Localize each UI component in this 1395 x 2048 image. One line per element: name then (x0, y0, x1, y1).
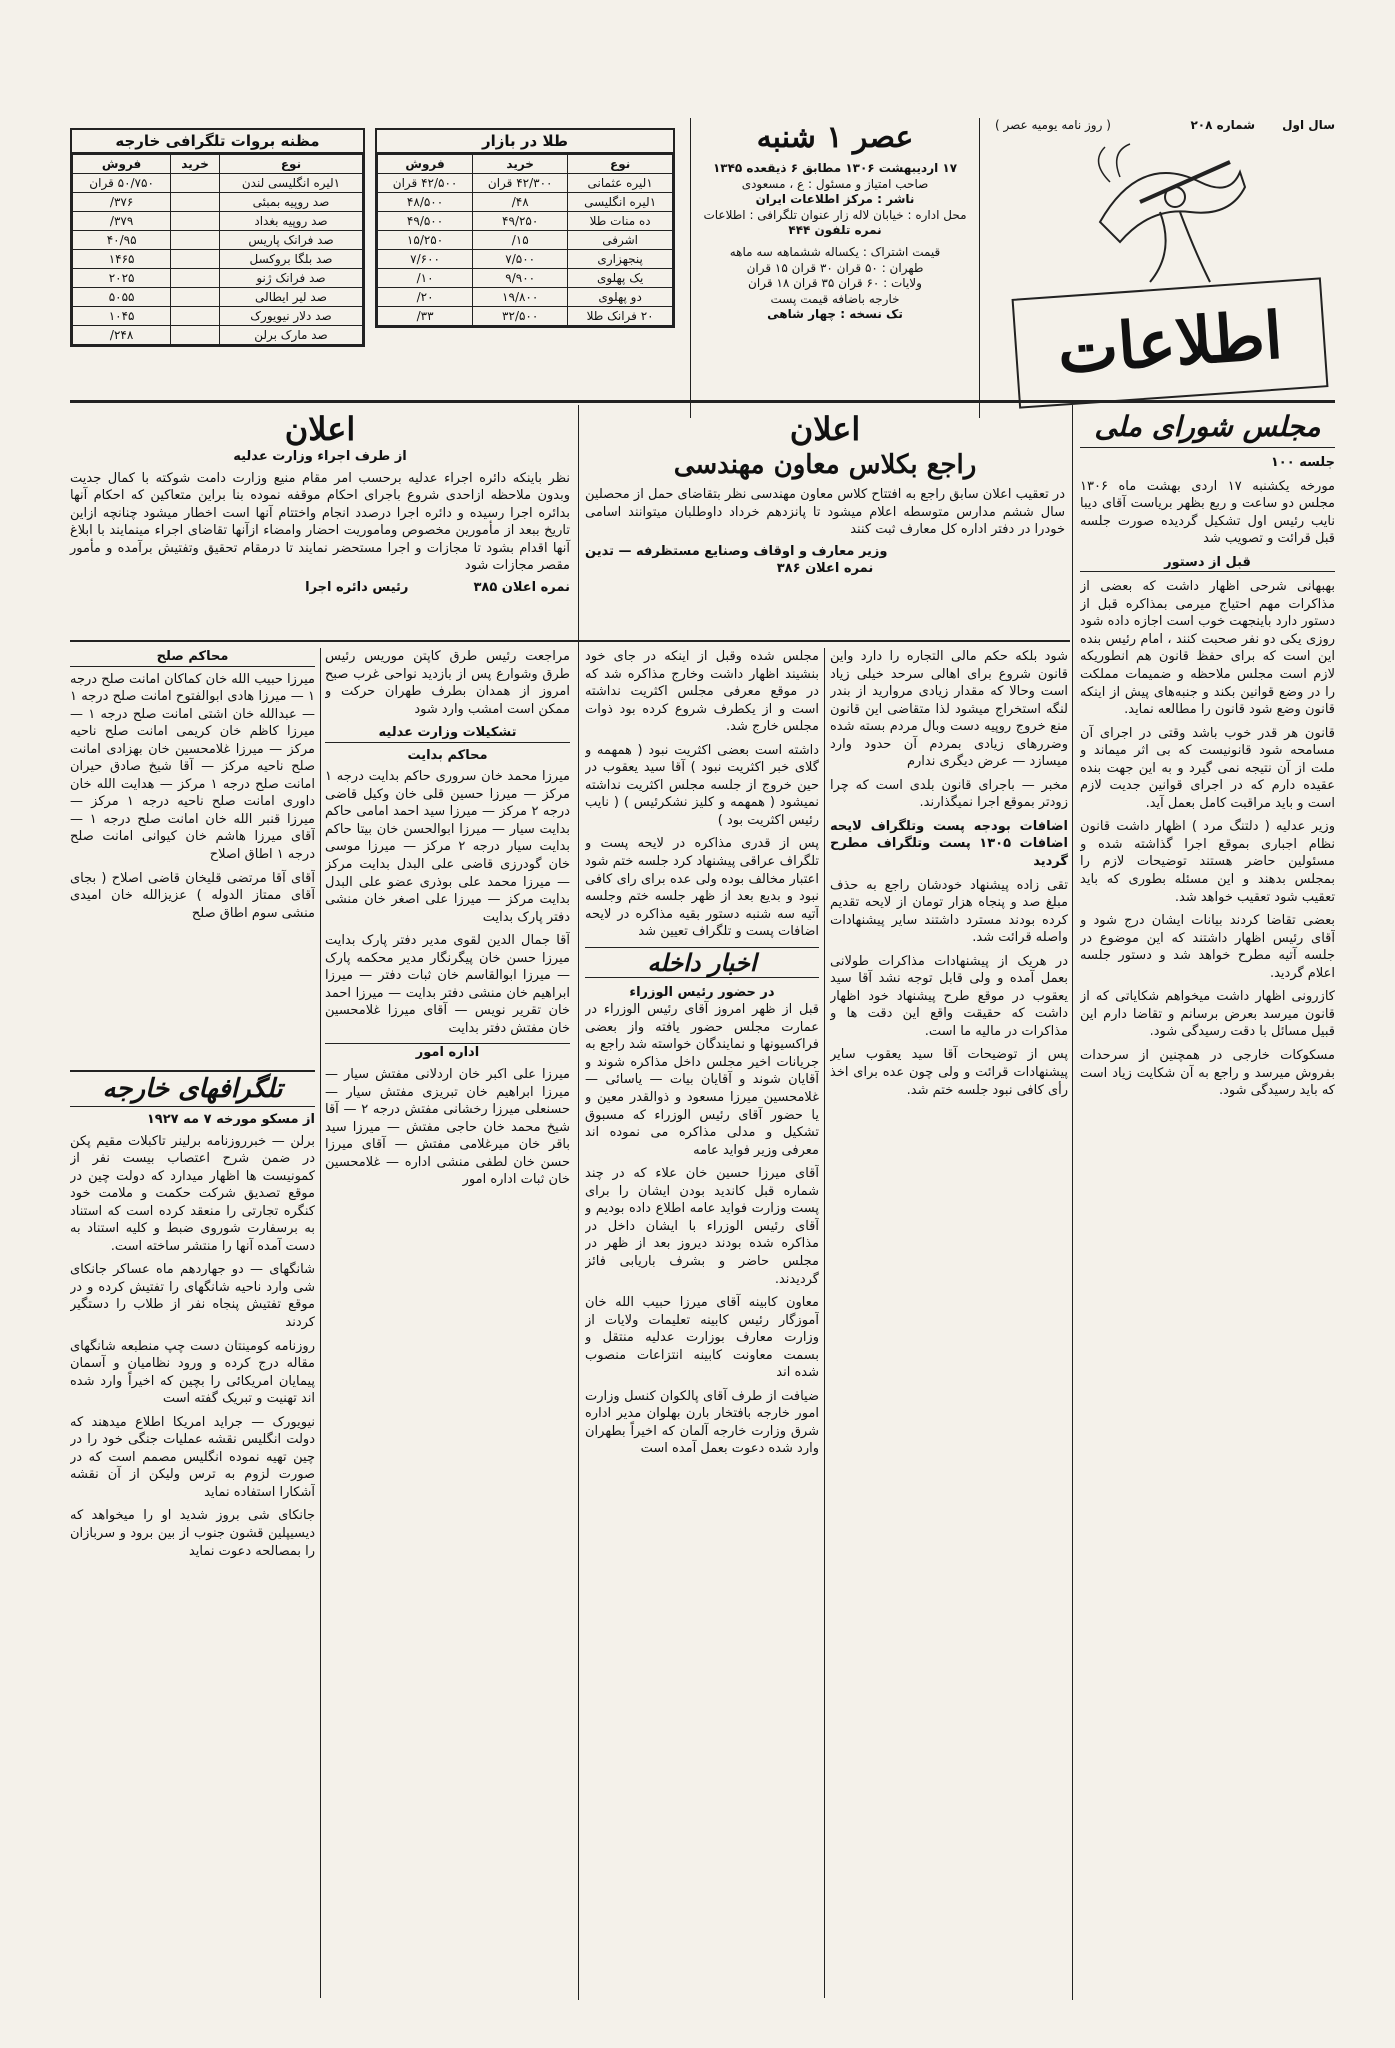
table-cell (171, 326, 220, 345)
table-cell (171, 212, 220, 231)
article-paragraph: آقای میرزا حسین خان علاء که در چند شماره قبل کاندید بودن ایشان را برای پست وزارت فواید عامه اطلاع داده بودیم و آقای رئیس الوزراء با ایشان داخل در مذاکره شده بودند دیروز بعد از ظهر در مجلس حاضر و بشرف باریابی فائز گردیدند. (585, 1166, 819, 1287)
table-cell: ۴۹/۵۰۰ (378, 212, 473, 231)
article-paragraph: آقا جمال الدین لقوی مدیر دفتر پارک بدایت میرزا حسن خان پیگرنگار مدیر محکمه پارک — میرزا ابوالقاسم خان ثبات دفتر — میرزا ابراهیم خان منشی دفتر بدایت — میرزا احمد خان تقریر نویس — آقای میرزا غلامحسین خان مفتش دفتر بدایت (325, 933, 570, 1036)
table-cell: پنجهزاری (568, 250, 673, 269)
table-cell: صد مارک برلن (219, 326, 362, 345)
table-cell: ده منات طلا (568, 212, 673, 231)
court-title: محاکم بدایت (407, 747, 488, 763)
ad-signature: وزیر معارف و اوقاف وصنایع مستظرفه — تدین (585, 543, 888, 559)
news-subtitle: در حضور رئیس الوزراء (629, 984, 775, 1000)
table-cell: ۱۴۶۵ (73, 250, 171, 269)
table-row (73, 250, 363, 269)
table-cell: صد دلار نیویورک (219, 307, 362, 326)
article-paragraph: اضافات بودجه پست وتلگراف لایحه اضافات ۱۳۰۵ پست وتلگراف مطرح گردید (830, 818, 1068, 870)
article-paragraph: میرزا محمد خان سروری حاکم بدایت درجه ۱ مرکز — میرزا حسین قلی خان وکیل قاضی درجه ۲ مرکز — میرزا سید احمد امامی حاکم بدایت سیار — میرزا ابوالحسن خان بیتا حاکم بدایت سیار درجه ۲ مرکز — میرزا موسی خان گودرزی قاضی علی البدل بدایت مرکز — میرزا محمد علی بوذری عضو علی البدل بدایت مرکز — میرزا علی اصغر خان منشی دفتر پارک بدایت (325, 769, 570, 925)
column-divider (824, 648, 825, 1998)
table-cell: ۲۰/ (378, 288, 473, 307)
majlis-session: جلسه ۱۰۰ (1270, 455, 1335, 470)
table-cell: ۱۰۴۵ (73, 307, 171, 326)
section-divider (70, 640, 1070, 642)
table-cell (171, 174, 220, 193)
logo-area (995, 118, 1335, 418)
article-paragraph: روزنامه کومینتان دست چپ منطبعه شانگهای مقاله درج کرده و ورود نظامیان و آسمان پیمایان امریکائی را بچین که اخیراً وارد شده اند تهنیت و تبریک گفته است (70, 1338, 315, 1407)
majlis-paragraph: کازرونی اظهار داشت میخواهم شکایاتی که از قانون میرسد بعرض برسانم و تقاضا دارم این قبیل مسائل با دقت رسیدگی شود. (1080, 989, 1335, 1040)
table-cell: ۱۵/ (473, 231, 568, 250)
ad-signature: رئیس دائره اجرا (305, 579, 409, 595)
ad-title: اعلان (284, 410, 356, 448)
article-paragraph: نیویورک — جراید امریکا اطلاع میدهند که دولت انگلیس نقشه عملیات جنگی خود را در چین تهیه نموده انگلیس مصمم است که در صورت لزوم به ترس ولیکن از آن نقشه آشکارا استفاده نماید (70, 1414, 315, 1500)
table-cell: یک پهلوی (568, 269, 673, 288)
logo-text: اطلاعات (1055, 297, 1285, 389)
admin-title: اداره امور (325, 1043, 570, 1062)
provinces-price: ولایات : ۶۰ قران ۳۵ قران ۱۸ قران (748, 276, 922, 291)
table-row (378, 231, 673, 250)
table-cell: ۴۰/۹۵ (73, 231, 171, 250)
daily-label: ( روز نامه یومیه عصر ) (995, 118, 1111, 132)
road-news: مراجعت رئیس طرق کاپتن موریس رئیس طرق وشوارع پس از بازدید نواحی غرب صبح امروز از همدان بطرف طهران حرکت و ممکن است امشب وارد شود (325, 649, 570, 717)
table-cell: ۴۲/۳۰۰ قران (473, 174, 568, 193)
majlis-paragraph: قانون هر قدر خوب باشد وقتی در اجرای آن مسامحه شود قانونیست که بی اثر میماند و ملت از آن نتیجه نمی گیرد و به این جهت بنده عقیده دارم که در اجرای قوانین جدیت لازم است و باید مراقبت کامل بعمل آید. (1080, 725, 1335, 811)
ad-body: نظر باینکه دائره اجراء عدلیه برحسب امر مقام منیع وزارت دامت شوکته با کمال جدیت وبدون ملاحظه ازاحدی شروع باجرای احکام موقفه نموده بنا براین متعاکین که احکام آنها بدائره اجرا رسیده و دائره اجرا درصدد انجام واختتام آنها است اخطار میشود چنانچه ازاین تاریخ ببعد از مأمورین مخصوص وماموریت احضار وامضاء ازآنها تقاضای اجراء مینمایند با ابلاغ آنها اقدام بشود تا مجازات و اجرا مستحضر نمایند تا درمقام تحقیق وتفتیش برآمده و مأمور مقصر مجازات شود (70, 470, 570, 574)
fx-col-buy: خرید (171, 155, 220, 174)
column-divider (320, 648, 321, 1998)
engineering-ad (585, 410, 1065, 625)
gold-table (377, 154, 673, 326)
table-cell (171, 250, 220, 269)
publisher-line: ناشر : مرکز اطلاعات ایران (755, 192, 915, 207)
table-cell: ۴۸/۵۰۰ (378, 193, 473, 212)
majlis-paragraph: بعضی تقاضا کردند بیانات ایشان درج شود و آقای رئیس اظهار داشتند که این موضوع در جلسه آتیه مطرح خواهد شد و دستور جلسه اعلام گردید. (1080, 913, 1335, 981)
table-row (73, 288, 363, 307)
article-paragraph: برلن — خبرروزنامه برلینر تاکبلات مقیم پکن در ضمن شرح اعتصاب بیست نفر از کمونیست ها اظهار میدارد که دولت چین در موقع تصدیق شرکت حکمت و ملامت خود کنگره تجارتی را منعقد کرده است که استناد به برسفارت شوروی ضبط و کلیه استناد به دست آمده آنها را منتشر ساخته است. (70, 1133, 315, 1254)
gold-col-sell: فروش (378, 155, 473, 174)
table-row (73, 193, 363, 212)
issue-label: شماره ۲۰۸ (1190, 118, 1255, 132)
fx-col-type: نوع (219, 155, 362, 174)
majlis-column (1080, 410, 1335, 2000)
table-row (378, 288, 673, 307)
gold-col-type: نوع (568, 155, 673, 174)
table-cell: صد فرانک پاریس (219, 231, 362, 250)
article-paragraph: شود بلکه حکم مالی التجاره را دارد واین قانون شروع برای اهالی سرحد خیلی زیاد است وحالا که مقدار زیادی مروارید از بندر لنگه استخراج میشود لذا متقاضی این قانون منع خروج روپیه دست وبال مردم بسته شده وضررهای زیادی بمردم آن حدود وارد میسازد — عرض دیگری ندارم (830, 649, 1068, 770)
table-cell (171, 307, 220, 326)
herald-angel-icon (1080, 142, 1250, 292)
news-col (585, 648, 819, 1998)
table-row (73, 269, 363, 288)
courts-col (70, 648, 315, 1068)
fx-rates-box (70, 128, 365, 347)
majlis-intro: مورخه یکشنبه ۱۷ اردی بهشت ماه ۱۳۰۶ مجلس دو ساعت و ربع بظهر بریاست آقای دیبا نایب رئیس اول تشکیل گردیده صورت جلسه قبل قرائت و تصویب شد (1080, 478, 1335, 547)
fx-table (72, 154, 363, 345)
majlis-paragraph: مسکوکات خارجی در همچنین از سرحدات بفروش میرسد و راجع به آن شکایت زیاد است که باید رسیدگی شود. (1080, 1047, 1335, 1099)
article-paragraph: در هریک از پیشنهادات مذاکرات طولانی بعمل آمده و ولی قابل توجه نشد آقا سید یعقوب در موقع طرح پیشنهاد خود اظهار داشت که حقیقت واقع این دقت ها و مذاکرات در مالیه ما است. (830, 953, 1068, 1039)
majlis-agenda: قبل از دستور (1080, 554, 1335, 573)
article-paragraph: داشته است بعضی اکثریت نبود ( همهمه و گلای خبر اکثریت نبود ) آقا سید یعقوب در حین خروج از جلسه مجلس اکثریت نداشته نمیشود ( همهمه و کلیز نشکرئیس ) ( نایب رئیس اکثریت بود ) (585, 742, 819, 828)
article-paragraph: آقای آقا مرتضی قلیخان قاضی اصلاح ( بجای آقای ممتاز الدوله ) عزیزالله خان امیدی منشی سوم اطاق صلح (70, 870, 315, 921)
table-row (73, 307, 363, 326)
gold-table-title: طلا در بازار (377, 130, 673, 154)
article-paragraph: میرزا علی اکبر خان اردلانی مفتش سیار — میرزا ابراهیم خان تبریزی مفتش سیار — حسنعلی میرزا رخشانی مفتش درجه ۲ — آقا شیخ محمد خان حاجی مفتش — میرزا سید باقر خان میرغلامی مفتش — آقای میرزا حسن خان لطفی منشی اداره — غلامحسین خان ثبات اداره امور (325, 1067, 570, 1188)
column-divider (578, 405, 579, 2000)
table-cell: ۱لیره عثمانی (568, 174, 673, 193)
address-line: محل اداره : خیابان لاله زار عنوان تلگرافی : اطلاعات (703, 207, 967, 222)
table-cell: ۷/۶۰۰ (378, 250, 473, 269)
article-paragraph: مخبر — باجرای قانون بلدی است که چرا زودتر بموقع اجرا نمیگذارند. (830, 777, 1068, 811)
day-title: عصر ۱ شنبه (756, 120, 914, 155)
article-paragraph: میرزا حبیب الله خان کماکان امانت صلح درجه ۱ — میرزا هادی ابوالفتوح امانت صلح درجه ۱ — عبدالله خان اشتی امانت صلح درجه ۱ — میرزا کاظم خان کریمی امانت صلح ناحیه مرکز — میرزا غلامحسین خان بهزادی امانت صلح ناحیه مرکز — آقا شیخ صادق حیران امانت صلح درجه ۱ مرکز — هدایت الله خان داوری امانت صلح ناحیه درجه ۱ مرکز — میرزا قنبر الله خان امانت صلح درجه ۱ — آقای میرزا هاشم خان کیوانی امانت صلح درجه ۱ اطاق اصلاح (70, 671, 315, 863)
article-paragraph: جانکای شی بروز شدید او را میخواهد که دیسیپلین قشون جنوب از بین برود و سربازان را بمصالحه دعوت نماید (70, 1508, 315, 1559)
table-cell: صد فرانک ژنو (219, 269, 362, 288)
table-row (378, 212, 673, 231)
foreign-title: تلگرافهای خارجه (70, 1070, 315, 1107)
article-paragraph: معاون کابینه آقای میرزا حبیب الله خان آموزگار رئیس کابینه تعلیمات ولایات از وزارت معارف بوزارت عدلیه منتقل و بسمت معاونت کابینه انتزاعات منصوب شده اند (585, 1295, 819, 1381)
table-cell: ۱۹/۸۰۰ (473, 288, 568, 307)
table-row (378, 193, 673, 212)
table-row (73, 231, 363, 250)
table-cell: ۱لیره انگلیسی (568, 193, 673, 212)
table-row (73, 326, 363, 345)
ad-number: نمره اعلان ۳۸۶ (776, 561, 874, 577)
table-cell (171, 193, 220, 212)
masthead (70, 118, 1335, 418)
table-cell: ۴۹/۲۵۰ (473, 212, 568, 231)
single-price: تک نسخه : چهار شاهی (767, 307, 903, 322)
table-cell: ۲۰۲۵ (73, 269, 171, 288)
fx-table-title: مظنه بروات تلگرافی خارجه (72, 130, 363, 154)
article-paragraph: مجلس شده وقبل از اینکه در جای خود بنشیند اظهار داشت وخارج مذاکره شد که در موقع معرفی مجلس اکثریت نداشته است و از یکطرف شروع کرده بود ذوات مجلس خارج شد. (585, 649, 819, 735)
table-cell: ۵۰/۷۵۰ قران (73, 174, 171, 193)
ad-body: در تعقیب اعلان سابق راجع به افتتاح کلاس معاون مهندسی نظر بتقاضای حمل از محصلین سال ششم مدارس متوسطه اعلام میشود تا پانزدهم خرداد داوطلبان میتوانند اسامی خودرا در دفتر اداره کل معارف ثبت کنند (585, 487, 1065, 538)
manager-line: صاحب امتیاز و مسئول : ع ، مسعودی (741, 176, 929, 191)
justice-ad (70, 410, 570, 635)
article-paragraph: پس از توضیحات آقا سید یعقوب سایر پیشنهادات قرائت و ولی چون عده برای اخذ رأی کافی نبود جلسه ختم شد. (830, 1047, 1068, 1098)
issue-info (690, 118, 980, 418)
gold-price-box (375, 128, 675, 328)
majlis-paragraph: بهبهانی شرحی اظهار داشت که بعضی از مذاکرات مهم احتیاج میرمی بمذاکره قبل از دستور دارد باینجهت خوب است اجازه داده شود روزی یکی دو نفر صحبت کنند ، امام رئیس بنده این است که برای حفظ قانون هم انطوریکه لازم است مجلس ملاحظه و ضمیمات مملکت را در وضع قوانین بکند و جنبه‌های پیش از اینکه قانون وضع شود قانون را مطالعه نماید. (1080, 579, 1335, 718)
abroad-price: خارجه باضافه قیمت پست (770, 291, 900, 306)
tehran-price: طهران : ۵۰ قران ۳۰ قران ۱۵ قران (746, 260, 924, 275)
ad-title: اعلان (789, 410, 861, 448)
table-cell (171, 269, 220, 288)
table-cell: ۳۲/۵۰۰ (473, 307, 568, 326)
table-cell (171, 231, 220, 250)
table-cell: دو پهلوی (568, 288, 673, 307)
year-label: سال اول (1282, 118, 1335, 132)
article-paragraph: شانگهای — دو جهاردهم ماه عساکر جانکای شی وارد ناحیه شانگهای را تفتیش کرده و در موقع تفتیش پنجاه نفر از طلاب را دستگیر کردند (70, 1262, 315, 1331)
table-cell: ۷/۵۰۰ (473, 250, 568, 269)
table-row (378, 307, 673, 326)
majlis-continued-col (830, 648, 1068, 1998)
domestic-news-title: اخبار داخله (585, 947, 819, 978)
subscription-title: قیمت اشتراک : یکساله ششماهه سه ماهه (729, 244, 941, 259)
table-cell: صد روپیه بمبئی (219, 193, 362, 212)
majlis-title: مجلس شورای ملی (1080, 410, 1335, 448)
article-paragraph: ضیافت از طرف آقای پالکوان کنسل وزارت امور خارجه بافتخار بارن بهلوان مدیر اداره شرق وزارت خارجه آلمان که اخیراً بطهران وارد شده دعوت بعمل آمده است (585, 1388, 819, 1457)
table-row (378, 174, 673, 193)
majlis-paragraph: وزیر عدلیه ( دلتنگ مرد ) اظهار داشت قانون نظام اجباری بموقع اجرا گذاشته شده و مسئولین حاضر هستند توضیحات لازم را بمجلس بدهند و این مسئله بطوری که باید تعقیب شود تعقیب خواهد شد. (1080, 819, 1335, 905)
table-cell (171, 288, 220, 307)
table-cell: ۲۴۸/ (73, 326, 171, 345)
table-cell: ۴۸/ (473, 193, 568, 212)
table-cell: ۳۷۶/ (73, 193, 171, 212)
article-paragraph: پس از قدری مذاکره در لایحه پست و تلگراف عراقی پیشنهاد کرد جلسه ختم شود اعتبار مخالف بوده ولی عده برای رای کافی نبود و بدیع بعد از ظهر جلسه ختم وجلسه آتیه سه شنبه دستور بقیه مذاکره در لایحه اضافات پست و تلگراف تعیین شد (585, 836, 819, 940)
org-title: تشکیلات وزارت عدلیه (325, 724, 570, 743)
ad-number: نمره اعلان ۳۸۵ (473, 579, 570, 595)
table-row (378, 250, 673, 269)
ad-subtitle: راجع بکلاس معاون مهندسی (673, 450, 977, 480)
table-cell: ۳۷۹/ (73, 212, 171, 231)
fx-col-sell: فروش (73, 155, 171, 174)
table-cell: صد روپیه بغداد (219, 212, 362, 231)
newspaper-logo (1012, 277, 1329, 408)
table-row (73, 212, 363, 231)
masthead-divider (70, 400, 1335, 403)
gold-col-buy: خرید (473, 155, 568, 174)
table-cell: صد لیر ایطالی (219, 288, 362, 307)
table-cell: ۲۰ فرانک طلا (568, 307, 673, 326)
courts-title: محاکم صلح (70, 648, 315, 667)
foreign-telegrams (70, 1070, 315, 2000)
table-row (378, 269, 673, 288)
article-paragraph: قبل از ظهر امروز آقای رئیس الوزراء در عمارت مجلس حضور یافته واز بعضی فراکسیونها و نمایندگان خواسته شد راجع به جریانات اخیر مجلس داخل مذاکره شوند و آقایان شوند و آقایان بیات — یاسائی — غلامحسین میرزا مسعود و ذوالقدر معین و یا حضور آقای رئیس الوزراء که مسبوق تشکیل و مدلی مذاکره می نموده اند معرفی وزیر فواید عامه (585, 1002, 819, 1158)
article-paragraph: تقی زاده پیشنهاد خودشان راجع به حذف مبلغ صد و پنجاه هزار تومان از لایحه تقدیم کرده بودند مسترد داشتند سایر پیشنهادات واصله قرائت شد. (830, 877, 1068, 946)
table-cell: ۹/۹۰۰ (473, 269, 568, 288)
column-divider (1072, 405, 1073, 2000)
table-cell: اشرفی (568, 231, 673, 250)
table-cell: ۵۰۵۵ (73, 288, 171, 307)
foreign-date: از مسکو مورخه ۷ مه ۱۹۲۷ (146, 1112, 315, 1127)
table-cell: صد بلگا بروکسل (219, 250, 362, 269)
phone-line: نمره تلفون ۴۴۴ (788, 223, 882, 238)
ad-subtitle: از طرف اجراء وزارت عدلیه (233, 449, 407, 464)
table-row (73, 174, 363, 193)
table-cell: ۱لیره انگلیسی لندن (219, 174, 362, 193)
date-line: ۱۷ اردیبهشت ۱۳۰۶ مطابق ۶ ذیقعده ۱۳۴۵ (712, 161, 958, 175)
table-cell: ۱۵/۲۵۰ (378, 231, 473, 250)
appointments-col (325, 648, 570, 1998)
table-cell: ۱۰/ (378, 269, 473, 288)
table-cell: ۳۳/ (378, 307, 473, 326)
table-cell: ۴۲/۵۰۰ قران (378, 174, 473, 193)
